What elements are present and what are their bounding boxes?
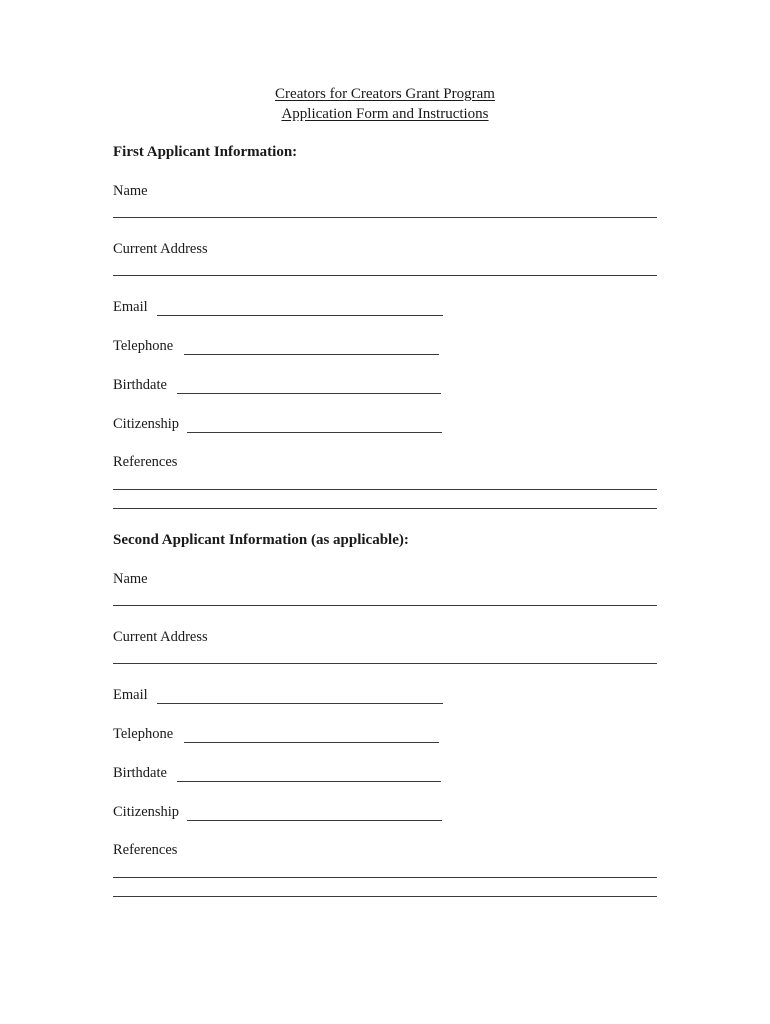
second-citizenship-field[interactable] <box>187 820 442 821</box>
first-address-field[interactable] <box>113 275 657 276</box>
first-birthdate-label: Birthdate <box>113 377 167 393</box>
second-telephone-label: Telephone <box>113 726 174 742</box>
first-telephone-field[interactable] <box>184 354 439 355</box>
first-birthdate-field[interactable] <box>177 393 441 394</box>
second-address-field[interactable] <box>113 663 657 664</box>
form-title-line-2: Application Form and Instructions <box>281 106 489 122</box>
second-telephone-field[interactable] <box>184 742 439 743</box>
first-citizenship-field[interactable] <box>187 432 442 433</box>
first-references-field-2[interactable] <box>113 508 657 509</box>
second-email-label: Email <box>113 687 148 703</box>
first-citizenship-label: Citizenship <box>113 416 180 432</box>
first-applicant-heading: First Applicant Information: <box>113 144 298 160</box>
form-title-line-1: Creators for Creators Grant Program <box>275 86 495 102</box>
second-citizenship-label: Citizenship <box>113 804 180 820</box>
first-email-field[interactable] <box>157 315 443 316</box>
second-birthdate-field[interactable] <box>177 781 441 782</box>
first-name-field[interactable] <box>113 217 657 218</box>
first-address-label: Current Address <box>113 241 208 257</box>
second-birthdate-label: Birthdate <box>113 765 167 781</box>
second-references-label: References <box>113 842 178 858</box>
second-name-field[interactable] <box>113 605 657 606</box>
second-name-label: Name <box>113 571 148 587</box>
second-applicant-heading: Second Applicant Information (as applicable): <box>113 532 409 548</box>
first-name-label: Name <box>113 183 148 199</box>
first-references-field-1[interactable] <box>113 489 657 490</box>
first-telephone-label: Telephone <box>113 338 174 354</box>
second-email-field[interactable] <box>157 703 443 704</box>
second-references-field-2[interactable] <box>113 896 657 897</box>
second-references-field-1[interactable] <box>113 877 657 878</box>
first-references-label: References <box>113 454 178 470</box>
second-address-label: Current Address <box>113 629 208 645</box>
first-email-label: Email <box>113 299 148 315</box>
